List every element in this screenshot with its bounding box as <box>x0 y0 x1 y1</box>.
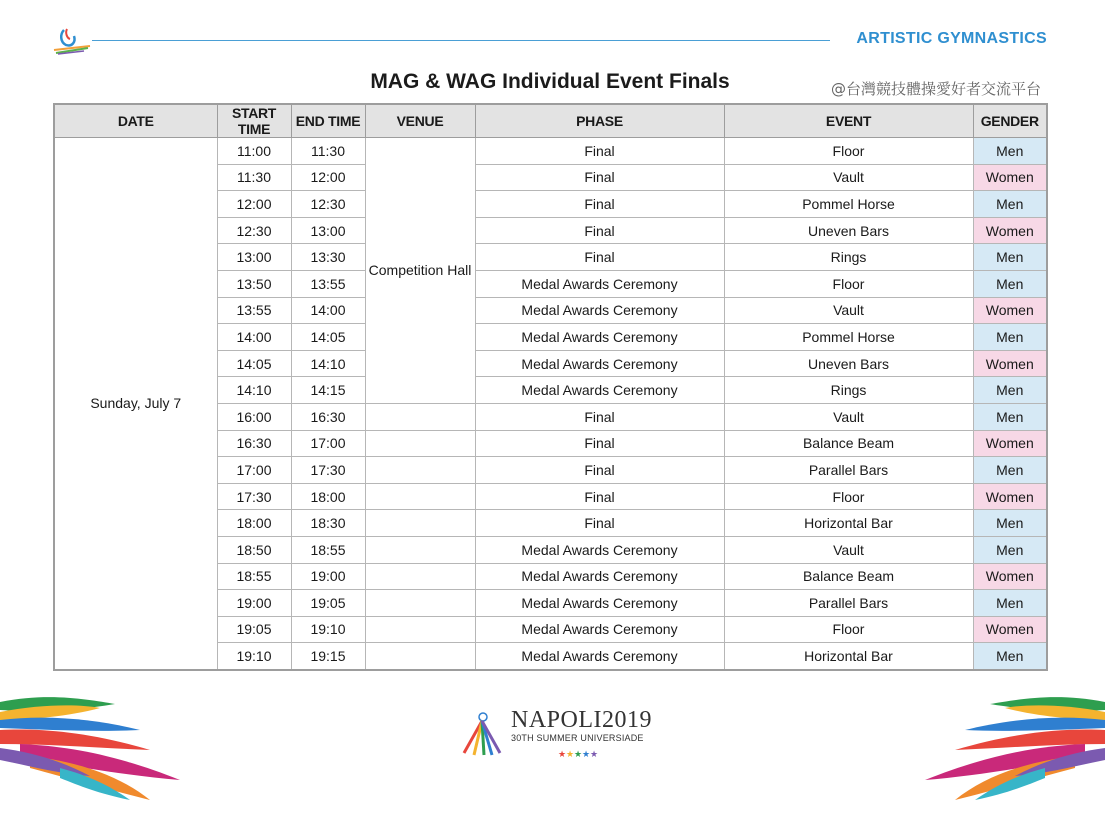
venue-cell-empty <box>365 563 475 590</box>
gender-cell: Women <box>973 563 1047 590</box>
end-time-cell: 14:10 <box>291 350 365 377</box>
start-time-cell: 13:00 <box>217 244 291 271</box>
event-cell: Rings <box>724 377 973 404</box>
gender-cell: Men <box>973 244 1047 271</box>
phase-cell: Final <box>475 138 724 165</box>
gender-cell: Men <box>973 403 1047 430</box>
svg-text:★: ★ <box>558 750 567 760</box>
event-cell: Parallel Bars <box>724 457 973 484</box>
gender-cell: Women <box>973 164 1047 191</box>
phase-cell: Final <box>475 244 724 271</box>
table-row <box>54 138 1047 165</box>
event-cell: Uneven Bars <box>724 350 973 377</box>
schedule-body <box>54 138 1047 670</box>
gender-cell: Women <box>973 616 1047 643</box>
svg-text:★: ★ <box>582 750 591 760</box>
event-cell: Pommel Horse <box>724 324 973 351</box>
phase-cell: Final <box>475 191 724 218</box>
gender-cell: Men <box>973 138 1047 165</box>
start-time-cell: 19:00 <box>217 590 291 617</box>
start-time-cell: 18:50 <box>217 536 291 563</box>
phase-cell: Final <box>475 457 724 484</box>
event-cell: Floor <box>724 483 973 510</box>
end-time-cell: 19:10 <box>291 616 365 643</box>
page-title: MAG & WAG Individual Event Finals <box>370 70 730 93</box>
phase-cell: Medal Awards Ceremony <box>475 297 724 324</box>
end-time-cell: 18:55 <box>291 536 365 563</box>
start-time-cell: 11:30 <box>217 164 291 191</box>
event-cell: Vault <box>724 164 973 191</box>
start-time-cell: 19:05 <box>217 616 291 643</box>
phase-cell: Medal Awards Ceremony <box>475 270 724 297</box>
end-time-cell: 11:30 <box>291 138 365 165</box>
phase-cell: Medal Awards Ceremony <box>475 377 724 404</box>
venue-cell-empty <box>365 510 475 537</box>
gender-cell: Women <box>973 297 1047 324</box>
phase-cell: Medal Awards Ceremony <box>475 643 724 670</box>
schedule-table <box>53 103 1048 671</box>
gender-cell: Men <box>973 377 1047 404</box>
phase-cell: Medal Awards Ceremony <box>475 536 724 563</box>
event-cell: Floor <box>724 270 973 297</box>
venue-cell-empty <box>365 643 475 670</box>
event-cell: Floor <box>724 138 973 165</box>
phase-cell: Final <box>475 430 724 457</box>
end-time-cell: 12:00 <box>291 164 365 191</box>
footer-brand: NAPOLI2019 <box>511 707 652 733</box>
start-time-cell: 19:10 <box>217 643 291 670</box>
end-time-cell: 13:30 <box>291 244 365 271</box>
gender-cell: Men <box>973 270 1047 297</box>
start-time-cell: 14:10 <box>217 377 291 404</box>
column-header-gender: GENDER <box>973 104 1047 138</box>
phase-cell: Final <box>475 403 724 430</box>
color-ribbon-left <box>0 690 190 805</box>
event-cell: Parallel Bars <box>724 590 973 617</box>
end-time-cell: 19:15 <box>291 643 365 670</box>
venue-cell-empty <box>365 483 475 510</box>
color-ribbon-right <box>915 690 1105 805</box>
event-cell: Floor <box>724 616 973 643</box>
sport-heading: ARTISTIC GYMNASTICS <box>856 30 1047 47</box>
event-cell: Uneven Bars <box>724 217 973 244</box>
end-time-cell: 17:30 <box>291 457 365 484</box>
gender-cell: Women <box>973 483 1047 510</box>
start-time-cell: 11:00 <box>217 138 291 165</box>
gender-cell: Men <box>973 510 1047 537</box>
end-time-cell: 14:05 <box>291 324 365 351</box>
start-time-cell: 18:00 <box>217 510 291 537</box>
end-time-cell: 12:30 <box>291 191 365 218</box>
universiade-logo-icon <box>50 24 94 56</box>
gender-cell: Men <box>973 191 1047 218</box>
start-time-cell: 14:00 <box>217 324 291 351</box>
end-time-cell: 14:15 <box>291 377 365 404</box>
phase-cell: Medal Awards Ceremony <box>475 616 724 643</box>
start-time-cell: 12:00 <box>217 191 291 218</box>
event-cell: Vault <box>724 403 973 430</box>
column-header-venue: VENUE <box>365 104 475 138</box>
event-cell: Balance Beam <box>724 430 973 457</box>
venue-cell-empty <box>365 403 475 430</box>
event-cell: Rings <box>724 244 973 271</box>
event-cell: Vault <box>724 297 973 324</box>
table-header-row <box>54 104 1047 138</box>
date-cell: Sunday, July 7 <box>54 138 217 670</box>
watermark-text: @台灣競技體操愛好者交流平台 <box>830 80 1041 98</box>
venue-cell-empty <box>365 457 475 484</box>
start-time-cell: 17:30 <box>217 483 291 510</box>
end-time-cell: 19:05 <box>291 590 365 617</box>
gender-cell: Men <box>973 457 1047 484</box>
start-time-cell: 16:30 <box>217 430 291 457</box>
footer-subtitle: 30TH SUMMER UNIVERSIADE <box>511 733 644 743</box>
start-time-cell: 13:50 <box>217 270 291 297</box>
gender-cell: Men <box>973 536 1047 563</box>
start-time-cell: 17:00 <box>217 457 291 484</box>
gender-cell: Men <box>973 643 1047 670</box>
end-time-cell: 13:55 <box>291 270 365 297</box>
column-header-end-time: END TIME <box>291 104 365 138</box>
start-time-cell: 13:55 <box>217 297 291 324</box>
header-rule <box>92 40 830 41</box>
svg-text:★: ★ <box>590 750 599 760</box>
venue-cell-empty <box>365 590 475 617</box>
venue-cell-empty <box>365 430 475 457</box>
phase-cell: Final <box>475 164 724 191</box>
end-time-cell: 14:00 <box>291 297 365 324</box>
phase-cell: Final <box>475 217 724 244</box>
start-time-cell: 16:00 <box>217 403 291 430</box>
end-time-cell: 18:00 <box>291 483 365 510</box>
venue-cell-empty <box>365 536 475 563</box>
gender-cell: Women <box>973 217 1047 244</box>
end-time-cell: 13:00 <box>291 217 365 244</box>
start-time-cell: 14:05 <box>217 350 291 377</box>
column-header-phase: PHASE <box>475 104 724 138</box>
venue-cell: Competition Hall <box>365 138 475 404</box>
gender-cell: Women <box>973 350 1047 377</box>
event-cell: Horizontal Bar <box>724 510 973 537</box>
event-cell: Horizontal Bar <box>724 643 973 670</box>
event-cell: Vault <box>724 536 973 563</box>
end-time-cell: 18:30 <box>291 510 365 537</box>
start-time-cell: 12:30 <box>217 217 291 244</box>
gender-cell: Women <box>973 430 1047 457</box>
column-header-start-time: START TIME <box>217 104 291 138</box>
svg-text:★: ★ <box>574 750 583 760</box>
gender-cell: Men <box>973 324 1047 351</box>
end-time-cell: 19:00 <box>291 563 365 590</box>
svg-text:★: ★ <box>566 750 575 760</box>
column-header-event: EVENT <box>724 104 973 138</box>
phase-cell: Final <box>475 483 724 510</box>
end-time-cell: 17:00 <box>291 430 365 457</box>
column-header-date: DATE <box>54 104 217 138</box>
phase-cell: Medal Awards Ceremony <box>475 563 724 590</box>
start-time-cell: 18:55 <box>217 563 291 590</box>
phase-cell: Final <box>475 510 724 537</box>
phase-cell: Medal Awards Ceremony <box>475 590 724 617</box>
phase-cell: Medal Awards Ceremony <box>475 324 724 351</box>
gender-cell: Men <box>973 590 1047 617</box>
event-cell: Pommel Horse <box>724 191 973 218</box>
venue-cell-empty <box>365 616 475 643</box>
event-cell: Balance Beam <box>724 563 973 590</box>
phase-cell: Medal Awards Ceremony <box>475 350 724 377</box>
end-time-cell: 16:30 <box>291 403 365 430</box>
